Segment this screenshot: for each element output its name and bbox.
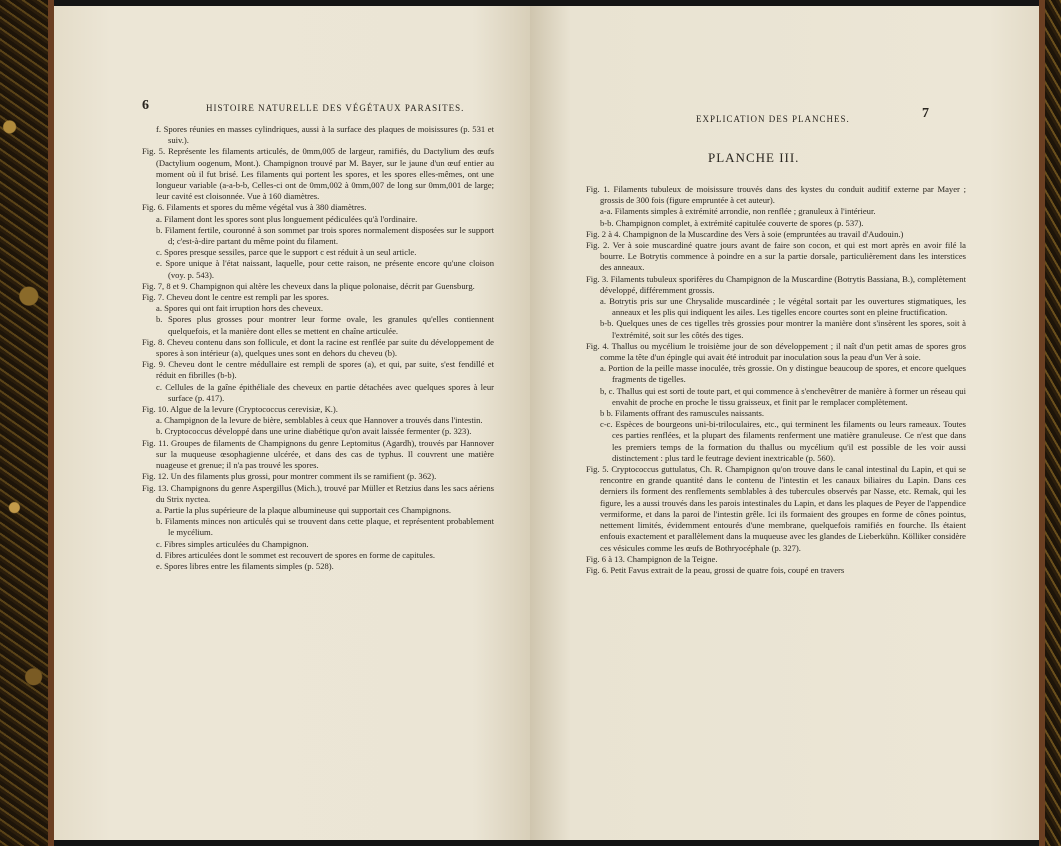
marbled-endpaper-right bbox=[1045, 0, 1061, 846]
figure-entry: Fig. 6 à 13. Champignon de la Teigne. bbox=[586, 553, 718, 564]
left-page bbox=[54, 6, 530, 840]
figure-subentry: e. Spores libres entre les filaments simples (p. 528). bbox=[156, 560, 334, 571]
figure-subentry: b. Filaments minces non articulés qui se trouvent dans cette plaque, et représentent probablement le mycélium. bbox=[156, 516, 494, 538]
page-text bbox=[142, 124, 494, 572]
figure-subentry: a. Champignon de la levure de bière, semblables à ceux que Hannover a trouvés dans l'intestin. bbox=[156, 415, 483, 426]
figure-entry: Fig. 11. Groupes de filaments de Champignons du genre Leptomitus (Agardh), trouvés par Hannover sur la muqueuse œsophagienne ulcérée, et dans des cas de typhus. Il couvrent une matière nuageuse et grenue; il n'a pas trouvé les spores. bbox=[142, 437, 494, 471]
figure-entry: Fig. 2. Ver à soie muscardiné quatre jours avant de faire son cocon, et qui est mort après en avoir filé la bourre. Le Botrytis commence à poindre en a sur la partie dorsale, particulièrement dans les interstices des anneaux. bbox=[586, 240, 966, 273]
figure-subentry: c. Fibres simples articulées du Champignon. bbox=[156, 538, 309, 549]
figure-subentry: c. Cellules de la gaîne épithéliale des cheveux en partie détachées avec quelques spores à leur surface (p. 417). bbox=[156, 381, 494, 403]
figure-entry: Fig. 6. Petit Favus extrait de la peau, grossi de quatre fois, coupé en travers bbox=[586, 564, 845, 575]
figure-subentry: a-a. Filaments simples à extrémité arrondie, non renflée ; granuleux à l'intérieur. bbox=[600, 206, 876, 217]
figure-subentry: a. Spores qui ont fait irruption hors des cheveux. bbox=[156, 303, 324, 314]
figure-subentry: b, c. Thallus qui est sorti de toute part, et qui commence à s'enchevêtrer de manière à former un réseau qui envahit de proche en proche le tissu graisseux, et finit par le remplacer complètement. bbox=[600, 385, 966, 407]
figure-subentry: a. Filament dont les spores sont plus longuement pédiculées qu'à l'ordinaire. bbox=[156, 213, 418, 224]
figure-entry: Fig. 13. Champignons du genre Aspergillus (Mich.), trouvé par Müller et Retzius dans les sacs aériens du Strix nyctea. bbox=[142, 482, 494, 504]
figure-entry: Fig. 7, 8 et 9. Champignon qui altère les cheveux dans la plique polonaise, décrit par Guensburg. bbox=[142, 280, 475, 291]
figure-subentry: b-b. Quelques unes de ces tigelles très grossies pour montrer la manière dont s'insèrent les spores, soit à l'extrémité, soit sur les côtés des tiges. bbox=[600, 318, 966, 340]
page-number: 6 bbox=[142, 98, 149, 113]
page-text bbox=[586, 184, 966, 576]
page-number: 7 bbox=[922, 106, 929, 121]
figure-entry: Fig. 6. Filaments et spores du même végétal vus à 380 diamètres. bbox=[142, 202, 367, 213]
figure-entry: Fig. 3. Filaments tubuleux sporifères du Champignon de la Muscardine (Botrytis Bassiana, B.), complètement développé, différemment grossis. bbox=[586, 273, 966, 295]
figure-entry: Fig. 5. Représente les filaments articulés, de 0mm,005 de largeur, ramifiés, du Dactylium des œufs (Dactylium oogenum, Mont.). Champignon trouvé par M. Bayer, sur le jaune d'un œuf entier au moment où il fut brisé. Les filaments qui portent les spores, et les spores elles-mêmes, ont une longueur variable (a-a-b-b, Celles-ci ont de 0mm,002 à 0mm,007 de long sur 0mm,001 de large; leur cavité est cloisonnée. Vue à 160 diamètres. bbox=[142, 146, 494, 202]
marbled-endpaper-left bbox=[0, 0, 48, 846]
figure-entry: Fig. 1. Filaments tubuleux de moisissure trouvés dans des kystes du conduit auditif externe par Mayer ; grossis de 300 fois (figure empruntée à cet auteur). bbox=[586, 184, 966, 206]
figure-entry: Fig. 10. Algue de la levure (Cryptococcus cerevisiæ, K.). bbox=[142, 404, 338, 415]
figure-subentry: b. Spores plus grosses pour montrer leur forme ovale, les granules qu'elles contiennent quelquefois, et la manière dont elles se mettent en chaîne articulée. bbox=[156, 314, 494, 336]
figure-entry: Fig. 4. Thallus ou mycélium le troisième jour de son développement ; il naît d'un petit amas de spores gros comme la tête d'un épingle qui avait été introduit par inoculation sous la peau d'un Ver à soie. bbox=[586, 340, 966, 363]
running-head: EXPLICATION DES PLANCHES. bbox=[696, 114, 850, 124]
figure-subentry: a. Portion de la peille masse inoculée, très grossie. On y distingue beaucoup de spores, et encore quelques fragments de tigelles. bbox=[600, 363, 966, 385]
figure-entry: Fig. 9. Cheveu dont le centre médullaire est rempli de spores (a), et qui, par suite, s'est fendillé et réduit en fibrilles (b-b). bbox=[142, 359, 494, 381]
figure-entry: Fig. 7. Cheveu dont le centre est rempli par les spores. bbox=[142, 292, 329, 303]
figure-entry: Fig. 5. Cryptococcus guttulatus, Ch. R. Champignon qu'on trouve dans le canal intestinal du Lapin, et qui se rencontre en grande quantité dans le contenu de l'intestin et les canaux biliaires du Lapin. Dans ces derniers ils forment des renflements semblables à des tubercules observés par Nasse, etc. Remak, qui les figure, les a aussi trouvés dans les parois intestinales du Lapin, et dans les plaques de Peyer de l'appendice vermiforme, et dans la paroi de l'intestin grêle. Ici ils formaient des groupes en forme de cônes pointus, nettement limités, évidemment entourés d'une membrane, quelquefois ramifiés en fourche. Ils étaient enfouis exactement et parallèlement dans la muqueuse avec les glandes de Lieberkühn. Kölliker considère ces vésicules comme les œufs de Bothryocéphale (p. 327). bbox=[586, 464, 966, 553]
figure-subentry: f. Spores réunies en masses cylindriques, aussi à la surface des plaques de moisissures (p. 531 et suiv.). bbox=[156, 124, 494, 146]
figure-subentry: b. Filament fertile, couronné à son sommet par trois spores normalement disposées sur le support d; c'est-à-dire partant du même point du filament. bbox=[156, 224, 494, 247]
figure-subentry: a. Botrytis pris sur une Chrysalide muscardinée ; le végétal sortait par les ouvertures stigmatiques, les anneaux et les plis qui indiquent les ailes. Les tigelles encore courtes sont en pleine fructification. bbox=[600, 296, 966, 318]
figure-subentry: b b. Filaments offrant des ramuscules naissants. bbox=[600, 408, 765, 419]
figure-entry: Fig. 2 à 4. Champignon de la Muscardine des Vers à soie (empruntées au travail d'Audouin.) bbox=[586, 228, 904, 239]
figure-subentry: b. Cryptococcus développé dans une urine diabétique qu'on avait laissée fermenter (p. 323). bbox=[156, 426, 472, 437]
figure-subentry: b-b. Champignon complet, à extrémité capitulée couverte de spores (p. 537). bbox=[600, 217, 864, 228]
figure-subentry: a. Partie la plus supérieure de la plaque albumineuse qui supportait ces Champignons. bbox=[156, 504, 451, 515]
figure-subentry: e. Spore unique à l'état naissant, laquelle, pour cette raison, ne présente encore qu'une cloison (voy. p. 543). bbox=[156, 258, 494, 280]
figure-subentry: c-c. Espèces de bourgeons uni-bi-triloculaires, etc., qui terminent les filaments ou leurs rameaux. Toutes ces parties renflées, et la plupart des filaments renferment une matière granuleuse. Ce n'est que dans les premiers temps de la formation du thallus ou mycélium qu'il est possible de les voir aussi distinctement : plus tard le feutrage devient inextricable (p. 560). bbox=[600, 419, 966, 463]
figure-subentry: c. Spores presque sessiles, parce que le support c est réduit à un seul article. bbox=[156, 247, 417, 258]
figure-entry: Fig. 12. Un des filaments plus grossi, pour montrer comment ils se ramifient (p. 362). bbox=[142, 471, 437, 482]
running-head: HISTOIRE NATURELLE DES VÉGÉTAUX PARASITES. bbox=[206, 103, 465, 113]
figure-subentry: d. Fibres articulées dont le sommet est recouvert de spores en forme de capitules. bbox=[156, 549, 435, 560]
plate-title: PLANCHE III. bbox=[708, 150, 800, 165]
right-page bbox=[530, 6, 1039, 840]
figure-entry: Fig. 8. Cheveu contenu dans son follicule, et dont la racine est renflée par suite du développement de spores à son intérieur (a), quelques unes sont en dehors du cheveu (b). bbox=[142, 336, 494, 359]
